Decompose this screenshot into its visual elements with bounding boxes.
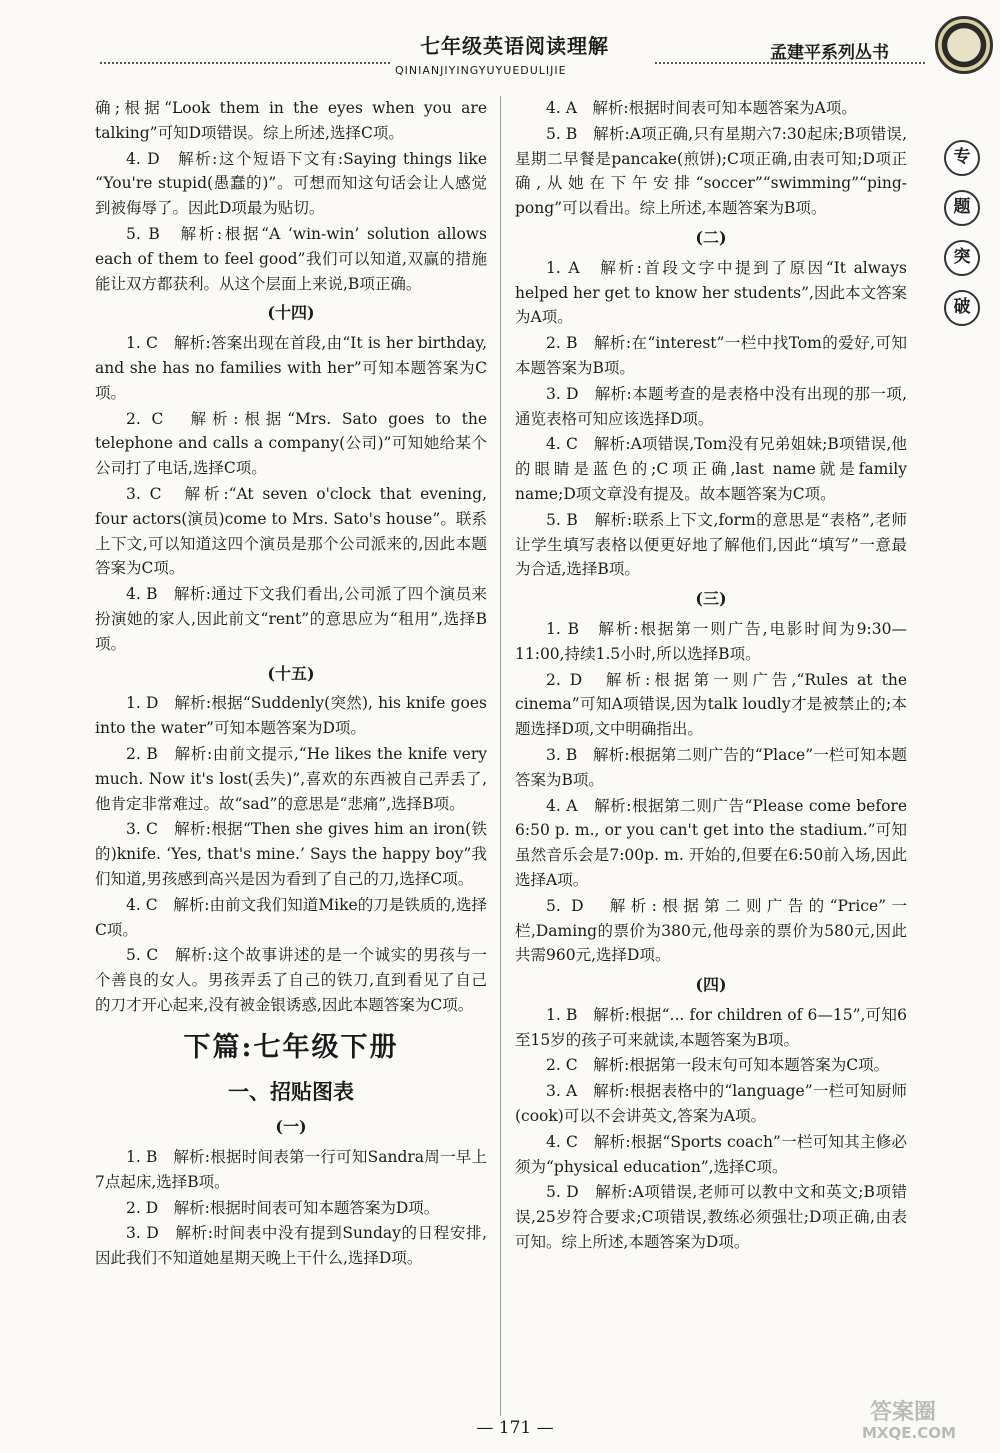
answer-explanation: 3. B 解析:根据第二则广告的“Place”一栏可知本题答案为B项。 [515,745,907,789]
answer-explanation: 2. C 解析:根据第一段末句可知本题答案为C项。 [546,1056,890,1075]
page-header [0,0,1000,92]
answer-explanation: 1. B 解析:根据第一则广告,电影时间为9:30—11:00,持续1.5小时,所以选择B项。 [515,619,907,663]
answer-explanation: 1. C 解析:答案出现在首段,由“It is her birthday, and she has no families with her”可知本题答案为C项。 [95,334,487,402]
section-heading: (一) [275,1117,307,1137]
chapter-title: 一、招贴图表 [228,1079,354,1105]
section-heading: (二) [695,227,727,247]
page-number-value: 171 [498,1418,532,1438]
section-heading: (三) [695,589,727,609]
answer-explanation: 4. D 解析:这个短语下文有:Saying things like “You're stupid(愚蠢的)”。可想而知这句话会让人感觉到被侮辱了。因此D项最为贴切。 [95,149,487,218]
section-heading: (四) [695,975,727,995]
series-name: 孟建平系列丛书 [770,43,889,63]
answer-explanation: 5. B 解析:A项正确,只有星期六7:30起床;B项错误,星期二早餐是pancake(煎饼);C项正确,由表可知;D项正确,从她在下午安排“soccer”“swimming”“ping-pong”可以看出。综上所述,本题答案为B项。 [515,124,907,218]
watermark-url: MXQE.COM [862,1424,956,1442]
left-column [95,96,487,1272]
watermark-text: 答案圈 [870,1400,937,1425]
answer-explanation: 4. A 解析:根据第二则广告“Please come before 6:50 p. m., or you can't get into the stadium.”可知虽然音乐会是7:00p. m. 开始的,但要在6:50前入场,因此选择A项。 [515,796,907,889]
answer-explanation: 3. C 解析:根据“Then she gives him an iron(铁的)knife. ‘Yes, that's mine.’ Says the happy boy”我们知道,男孩感到高兴是因为看到了自己的刀,选择C项。 [95,820,487,888]
answer-explanation: 3. A 解析:根据表格中的“language”一栏可知厨师(cook)可以不会讲英文,答案为A项。 [515,1082,907,1126]
answer-explanation: 5. D 解析:根据第二则广告的“Price”一栏,Daming的票价为380元,他母亲的票价为580元,因此共需960元,选择D项。 [515,896,907,965]
side-tags [944,140,980,340]
header-dotted-rule [100,62,390,64]
answer-explanation: 1. A 解析:首段文字中提到了原因“It always helped her get to know her students”,因此本文答案为A项。 [515,258,907,327]
part-title: 下篇:七年级下册 [183,1031,399,1063]
answer-explanation: 4. C 解析:由前文我们知道Mike的刀是铁质的,选择C项。 [95,895,487,939]
answer-explanation: 2. B 解析:由前文提示,“He likes the knife very much. Now it's lost(丢失)”,喜欢的东西被自己弄丢了,他肯定非常难过。故“sad”的意思是“悲痛”,选择B项。 [95,744,487,813]
side-tag: 题 [944,190,980,226]
book-pinyin-title: QINIANJIYINGYUYUEDULIJIE [395,64,567,77]
page-number: — 171 — [476,1418,554,1438]
answer-explanation: 2. D 解析:根据第一则广告,“Rules at the cinema”可知A项错误,因为talk loudly才是被禁止的;本题选择D项,文中明确指出。 [515,670,907,739]
answer-explanation: 2. B 解析:在“interest”一栏中找Tom的爱好,可知本题答案为B项。 [515,334,907,377]
answer-explanation: 确;根据“Look them in the eyes when you are talking”可知D项错误。综上所述,选择C项。 [95,99,487,142]
answer-explanation: 5. B 解析:联系上下文,form的意思是“表格”,老师让学生填写表格以便更好地了解他们,因此“填写”一意最为合适,选择B项。 [515,510,907,579]
answer-explanation: 2. D 解析:根据时间表可知本题答案为D项。 [126,1198,440,1217]
section-heading: (十四) [267,303,315,323]
answer-explanation: 5. B 解析:根据“A ‘win-win’ solution allows each of them to feel good”我们可以知道,双赢的措施能让双方都获利。从这个层面上来说,B项正确。 [95,224,487,293]
answer-explanation: 3. D 解析:本题考查的是表格中没有出现的那一项,通览表格可知应该选择D项。 [515,384,907,428]
series-logo-icon [935,16,993,74]
section-heading: (十五) [267,663,315,683]
side-tag: 专 [944,140,980,176]
answer-explanation: 4. C 解析:A项错误,Tom没有兄弟姐妹;B项错误,他的眼睛是蓝色的;C项正确,last name就是family name;D项文章没有提及。故本题答案为C项。 [515,435,907,503]
answer-explanation: 4. C 解析:根据“Sports coach”一栏可知其主修必须为“physical education”,选择C项。 [515,1132,907,1176]
answer-explanation: 2. C 解析:根据“Mrs. Sato goes to the telephone and calls a company(公司)”可知她给某个公司打了电话,选择C项。 [95,409,487,478]
side-tag: 突 [944,240,980,276]
answer-explanation: 4. B 解析:通过下文我们看出,公司派了四个演员来扮演她的家人,因此前文“rent”的意思应为“租用”,选择B项。 [95,585,487,653]
book-title: 七年级英语阅读理解 [420,34,609,58]
answer-explanation: 3. C 解析:“At seven o'clock that evening, four actors(演员)come to Mrs. Sato's house”。联系上下文,可以知道这四个演员是那个公司派来的,因此本题答案为C项。 [95,484,487,578]
right-column [515,96,907,1256]
answer-explanation: 1. B 解析:根据时间表第一行可知Sandra周一早上7点起床,选择B项。 [95,1148,487,1191]
side-tag: 破 [944,290,980,326]
answer-explanation: 1. B 解析:根据“... for children of 6—15”,可知6至15岁的孩子可来就读,本题答案为B项。 [515,1005,907,1049]
column-divider [500,96,501,1416]
answer-explanation: 1. D 解析:根据“Suddenly(突然), his knife goes into the water”可知本题答案为D项。 [95,694,487,738]
answer-explanation: 5. D 解析:A项错误,老师可以教中文和英文;B项错误,25岁符合要求;C项错误,教练必须强壮;D项正确,由表可知。综上所述,本题答案为D项。 [515,1183,907,1252]
answer-explanation: 4. A 解析:根据时间表可知本题答案为A项。 [546,99,857,117]
answer-explanation: 5. C 解析:这个故事讲述的是一个诚实的男孩与一个善良的女人。男孩弄丢了自己的铁刀,直到看见了自己的刀才开心起来,没有被金银诱惑,因此本题答案为C项。 [95,946,487,1014]
answer-explanation: 3. D 解析:时间表中没有提到Sunday的日程安排,因此我们不知道她星期天晚上干什么,选择D项。 [95,1224,487,1268]
